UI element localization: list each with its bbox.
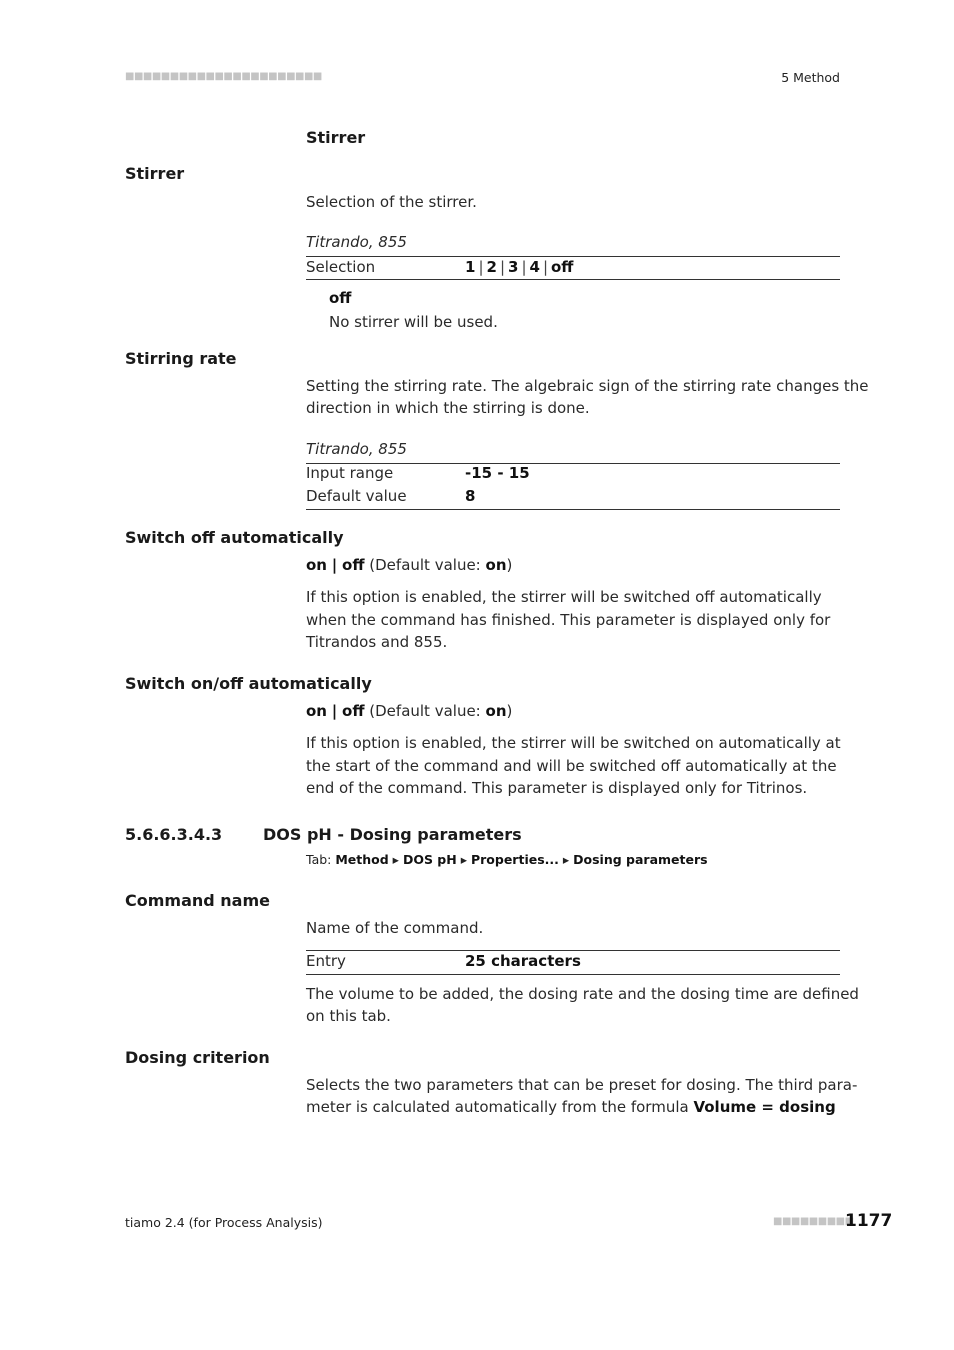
stirrer-description: Selection of the stirrer.	[306, 193, 477, 211]
breadcrumb-arrow-icon: ▸	[460, 852, 467, 867]
default-suffix: )	[506, 556, 513, 574]
option-off: off	[342, 702, 365, 720]
section-number: 5.6.6.3.4.3	[125, 825, 223, 844]
default-value: on	[485, 556, 507, 574]
param-title-command-name: Command name	[125, 891, 270, 910]
command-name-after-1: The volume to be added, the dosing rate and the dosing time are defined	[306, 985, 859, 1003]
table-row	[306, 485, 840, 508]
option-1: 1	[465, 258, 476, 276]
table-value: -15 - 15	[465, 464, 530, 482]
chapter-label: 5 Method	[781, 70, 840, 85]
dosing-criterion-line-1: Selects the two parameters that can be preset for dosing. The third para-	[306, 1076, 858, 1094]
default-prefix: (Default value:	[369, 702, 486, 720]
table-key: Selection	[306, 258, 376, 276]
table-bottom-rule	[306, 509, 840, 510]
sub-desc-off: No stirrer will be used.	[329, 313, 498, 331]
switch-off-options	[306, 554, 512, 577]
device-label: Titrando, 855	[306, 233, 407, 251]
formula-prefix: meter is calculated automatically from the formula	[306, 1098, 694, 1116]
switch-onoff-line-3: end of the command. This parameter is displayed only for Titrinos.	[306, 779, 808, 797]
param-title-switch-onoff: Switch on/off automatically	[125, 674, 372, 693]
switch-onoff-line-1: If this option is enabled, the stirrer will be switched on automatically at	[306, 734, 841, 752]
table-value: 25 characters	[465, 952, 581, 970]
device-label: Titrando, 855	[306, 440, 407, 458]
option-off: off	[551, 258, 574, 276]
param-title-dosing-criterion: Dosing criterion	[125, 1048, 270, 1067]
table-bottom-rule	[306, 279, 840, 280]
switch-onoff-options	[306, 700, 512, 723]
selection-table	[306, 256, 840, 279]
default-suffix: )	[506, 702, 513, 720]
breadcrumb-item: DOS pH	[402, 852, 457, 867]
param-title-stirrer: Stirrer	[125, 164, 185, 183]
formula-bold: Volume = dosing	[693, 1098, 836, 1116]
default-prefix: (Default value:	[369, 556, 486, 574]
option-off: off	[342, 556, 365, 574]
breadcrumb-arrow-icon: ▸	[392, 852, 399, 867]
stirring-rate-desc-2: direction in which the stirring is done.	[306, 399, 590, 417]
footer-product: tiamo 2.4 (for Process Analysis)	[125, 1215, 323, 1230]
breadcrumb-arrow-icon: ▸	[562, 852, 570, 867]
switch-off-line-2: when the command has finished. This parameter is displayed only for	[306, 611, 831, 629]
table-row	[306, 950, 840, 973]
option-4: 4	[529, 258, 540, 276]
command-name-desc: Name of the command.	[306, 919, 484, 937]
switch-off-line-3: Titrandos and 855.	[306, 633, 448, 651]
dosing-criterion-line-2	[306, 1096, 836, 1119]
sub-label-off: off	[329, 289, 352, 307]
section-title-dos: DOS pH - Dosing parameters	[263, 825, 522, 844]
command-name-after-2: on this tab.	[306, 1007, 391, 1025]
header-decoration: ■■■■■■■■■■■■■■■■■■■■■■	[125, 71, 322, 82]
param-title-switch-off: Switch off automatically	[125, 528, 344, 547]
breadcrumb-item: Dosing parameters	[573, 852, 708, 867]
default-value: on	[485, 702, 507, 720]
stirring-rate-table	[306, 462, 840, 508]
option-separator: |	[521, 258, 527, 276]
switch-onoff-line-2: the start of the command and will be switched off automatically at the	[306, 757, 837, 775]
switch-off-line-1: If this option is enabled, the stirrer will be switched off automatically	[306, 588, 822, 606]
table-row	[306, 462, 840, 485]
option-3: 3	[508, 258, 519, 276]
table-row	[306, 256, 840, 279]
breadcrumb-item: Method	[335, 852, 389, 867]
section-title-stirrer: Stirrer	[306, 128, 366, 147]
table-bottom-rule	[306, 974, 840, 975]
breadcrumb-prefix: Tab:	[306, 852, 336, 867]
selection-options	[465, 256, 573, 279]
table-value: 8	[465, 487, 476, 505]
option-on: on	[306, 556, 327, 574]
breadcrumb-item: Properties...	[470, 852, 559, 867]
option-separator: |	[331, 556, 338, 574]
entry-table	[306, 950, 840, 973]
footer-decoration: ■■■■■■■■■	[773, 1216, 854, 1227]
option-separator: |	[499, 258, 505, 276]
table-key: Default value	[306, 487, 407, 505]
option-on: on	[306, 702, 327, 720]
page-number: 1177	[845, 1211, 893, 1231]
option-separator: |	[478, 258, 484, 276]
option-separator: |	[331, 702, 338, 720]
option-2: 2	[486, 258, 497, 276]
stirring-rate-desc-1: Setting the stirring rate. The algebraic sign of the stirring rate changes the	[306, 377, 869, 395]
option-separator: |	[542, 258, 548, 276]
table-key: Input range	[306, 464, 394, 482]
table-key: Entry	[306, 952, 346, 970]
param-title-stirring-rate: Stirring rate	[125, 349, 237, 368]
breadcrumb	[306, 852, 708, 867]
